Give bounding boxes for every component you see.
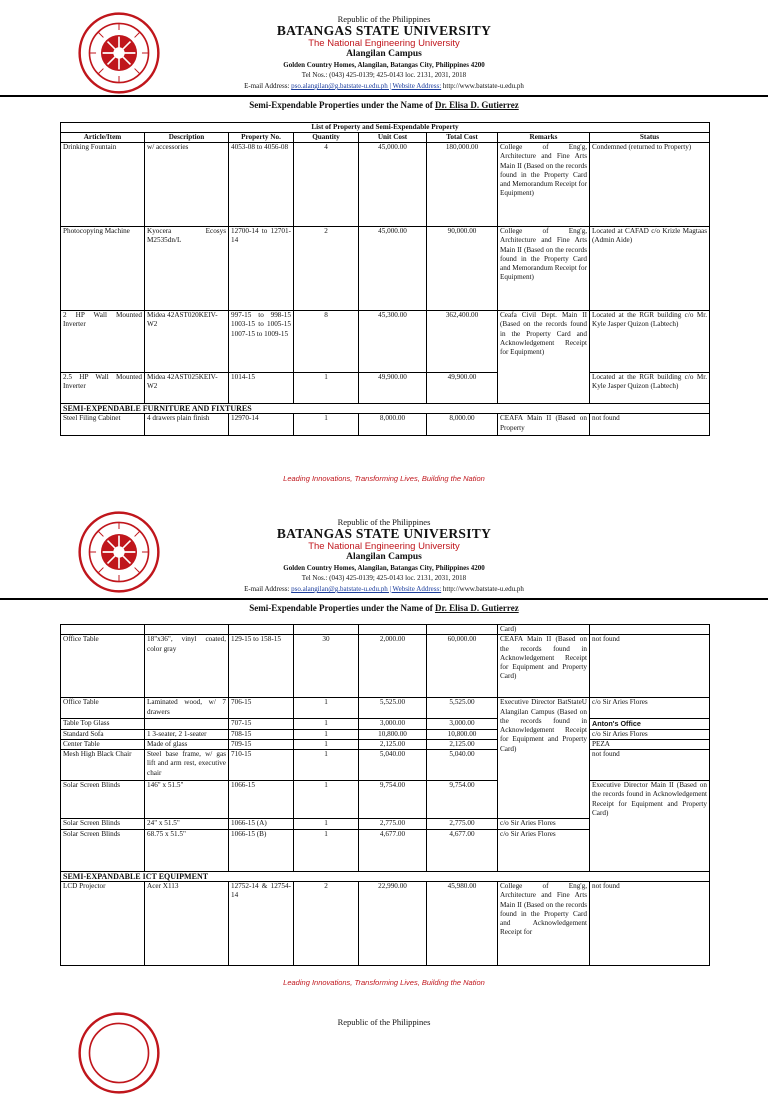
cell-item: LCD Projector bbox=[61, 881, 145, 965]
cell-item: Standard Sofa bbox=[61, 729, 145, 739]
cell-prop: 1066-15 (B) bbox=[229, 829, 294, 871]
cell-remarks: College of Eng'g, Architecture and Fine Arts Main II (Based on the records found in the Property Card and Memorandum Receipt for Equipment) bbox=[498, 227, 590, 311]
cell-unit: 22,990.00 bbox=[359, 881, 427, 965]
cell-prop: 4053-08 to 4056-08 bbox=[229, 143, 294, 227]
cell-qty: 1 bbox=[294, 781, 359, 819]
cell-total: 2,775.00 bbox=[427, 819, 498, 829]
cell-total: 10,800.00 bbox=[427, 729, 498, 739]
section-heading: SEMI-EXPENDABLE FURNITURE AND FIXTURES bbox=[61, 404, 710, 414]
cell-qty: 2 bbox=[294, 881, 359, 965]
cell-total: 2,125.00 bbox=[427, 739, 498, 749]
header-tel: Tel Nos.: (043) 425-0139; 425-0143 loc. 2131, 2031, 2018 bbox=[301, 574, 467, 582]
cell-prop: 709-15 bbox=[229, 739, 294, 749]
table-row bbox=[61, 729, 710, 739]
table-row bbox=[61, 781, 710, 819]
footer-slogan: Leading Innovations, Transforming Lives, Building the Nation bbox=[283, 978, 485, 987]
col-header: Total Cost bbox=[427, 133, 498, 143]
table-row bbox=[61, 311, 710, 373]
cell-unit: 45,300.00 bbox=[359, 311, 427, 373]
col-header: Description bbox=[145, 133, 229, 143]
table-row bbox=[61, 143, 710, 227]
cell-qty: 4 bbox=[294, 143, 359, 227]
subtitle-prefix: Semi-Expendable Properties under the Name of bbox=[249, 603, 435, 613]
table-row bbox=[61, 719, 710, 729]
cell-desc: Made of glass bbox=[145, 739, 229, 749]
cell-status: not found bbox=[590, 414, 710, 436]
cell-qty: 1 bbox=[294, 698, 359, 719]
cell-qty: 1 bbox=[294, 729, 359, 739]
col-header: Property No. bbox=[229, 133, 294, 143]
table-row bbox=[61, 739, 710, 749]
col-header: Remarks bbox=[498, 133, 590, 143]
cell-unit: 49,900.00 bbox=[359, 373, 427, 404]
cell-total: 362,400.00 bbox=[427, 311, 498, 373]
cell-status: c/o Sir Aries Flores bbox=[590, 698, 710, 719]
cell-total: 180,000.00 bbox=[427, 143, 498, 227]
header-republic: Republic of the Philippines bbox=[337, 14, 431, 24]
cell-item: Steel Filing Cabinet bbox=[61, 414, 145, 436]
cell-prop: 1066-15 bbox=[229, 781, 294, 819]
email-label: E-mail Address: bbox=[244, 585, 292, 593]
header-rule bbox=[0, 95, 768, 97]
cell-desc: Kyocera Ecosys M2535dn/L bbox=[145, 227, 229, 311]
cell-desc bbox=[145, 719, 229, 729]
cell-qty: 1 bbox=[294, 739, 359, 749]
header-university: BATANGAS STATE UNIVERSITY bbox=[276, 526, 492, 541]
cell-desc: 68.75 x 51.5" bbox=[145, 829, 229, 871]
cell-remarks: College of Eng'g, Architecture and Fine Arts Main II (Based on the records found in the Property Card and Acknowledgement Receipt for bbox=[498, 881, 590, 965]
cell-unit: 9,754.00 bbox=[359, 781, 427, 819]
cell-item: Photocopying Machine bbox=[61, 227, 145, 311]
cell-status: Located at the RGR building c/o Mr. Kyle Jasper Quizon (Labtech) bbox=[590, 311, 710, 373]
cell-remarks: Executive Director Main II (Based on the records found in Acknowledgement Receipt for Equipment and Property Card) bbox=[590, 781, 710, 871]
cell-qty: 1 bbox=[294, 829, 359, 871]
cell-desc: 4 drawers plain finish bbox=[145, 414, 229, 436]
header-email-line bbox=[0, 585, 768, 593]
page-subtitle bbox=[0, 603, 768, 613]
table-row bbox=[61, 635, 710, 698]
cell-status: not found bbox=[590, 881, 710, 965]
table-row bbox=[61, 750, 710, 781]
cell-unit: 2,125.00 bbox=[359, 739, 427, 749]
cell-unit: 4,677.00 bbox=[359, 829, 427, 871]
cell-item: 2 HP Wall Mounted Inverter bbox=[61, 311, 145, 373]
cell-desc: 1 3-seater, 2 1-seater bbox=[145, 729, 229, 739]
cell-total: 8,000.00 bbox=[427, 414, 498, 436]
cell-item: Center Table bbox=[61, 739, 145, 749]
cell-prop: 129-15 to 158-15 bbox=[229, 635, 294, 698]
cell-prop: 12970-14 bbox=[229, 414, 294, 436]
cell-unit: 45,000.00 bbox=[359, 143, 427, 227]
header-republic: Republic of the Philippines bbox=[337, 517, 431, 527]
cell-qty: 1 bbox=[294, 414, 359, 436]
col-header: Unit Cost bbox=[359, 133, 427, 143]
email-label: E-mail Address: bbox=[244, 82, 292, 90]
cell-total: 4,677.00 bbox=[427, 829, 498, 871]
header-tel: Tel Nos.: (043) 425-0139; 425-0143 loc. 2131, 2031, 2018 bbox=[301, 71, 467, 79]
cell-item: Table Top Glass bbox=[61, 719, 145, 729]
cell-status: Anton's Office bbox=[590, 719, 710, 729]
subtitle-prefix: Semi-Expendable Properties under the Name of bbox=[249, 100, 435, 110]
cell-prop: 707-15 bbox=[229, 719, 294, 729]
table-row bbox=[61, 373, 710, 404]
cell-total: 90,000.00 bbox=[427, 227, 498, 311]
header-republic-partial: Republic of the Philippines bbox=[337, 1017, 431, 1027]
cell-status: c/o Sir Aries Flores bbox=[590, 729, 710, 739]
cell-unit: 5,040.00 bbox=[359, 750, 427, 781]
cell-remarks: Card) bbox=[498, 625, 590, 635]
cell-desc: 146" x 51.5" bbox=[145, 781, 229, 819]
cell-prop: 1066-15 (A) bbox=[229, 819, 294, 829]
cell-unit: 45,000.00 bbox=[359, 227, 427, 311]
cell-remarks: CEAFA Main II (Based on the records found in Acknowledgement Receipt for Equipment and Property Card) bbox=[498, 635, 590, 698]
cell-remarks: Executive Director BatStateU Alangilan Campus (Based on the records found in Acknowledgement Receipt for Equipment and Property Card) bbox=[498, 698, 590, 819]
header-campus: Alangilan Campus bbox=[346, 49, 422, 59]
email-link[interactable]: pso.alangilan@g.batstate-u.edu.ph | Website Address: bbox=[291, 82, 442, 90]
cell-unit: 2,775.00 bbox=[359, 819, 427, 829]
cell-desc: Laminated wood, w/ 7 drawers bbox=[145, 698, 229, 719]
website-text: http://www.batstate-u.edu.ph bbox=[441, 585, 524, 593]
cell-remarks: College of Eng'g, Architecture and Fine Arts Main II (Based on the records found in the Property Card and Memorandum Receipt for Equipment) bbox=[498, 143, 590, 227]
cell-unit: 5,525.00 bbox=[359, 698, 427, 719]
cell-total: 5,040.00 bbox=[427, 750, 498, 781]
cell-item: Office Table bbox=[61, 635, 145, 698]
cell-qty: 1 bbox=[294, 819, 359, 829]
cell-qty: 8 bbox=[294, 311, 359, 373]
cell-total: 5,525.00 bbox=[427, 698, 498, 719]
cell-desc: w/ accessories bbox=[145, 143, 229, 227]
cell-total: 60,000.00 bbox=[427, 635, 498, 698]
header-campus: Alangilan Campus bbox=[346, 552, 422, 562]
cell-desc: Steel base frame, w/ gas lift and arm rest, executive chair bbox=[145, 750, 229, 781]
col-header: Quantity bbox=[294, 133, 359, 143]
page-1 bbox=[0, 0, 768, 500]
cell-item: Solar Screen Blinds bbox=[61, 781, 145, 819]
cell-qty: 1 bbox=[294, 719, 359, 729]
subtitle-name: Dr. Elisa D. Gutierrez bbox=[434, 603, 519, 613]
cell-prop: 1014-15 bbox=[229, 373, 294, 404]
cell-total: 3,000.00 bbox=[427, 719, 498, 729]
email-link[interactable]: pso.alangilan@g.batstate-u.edu.ph | Website Address: bbox=[291, 585, 442, 593]
cell-qty: 30 bbox=[294, 635, 359, 698]
cell-prop: 708-15 bbox=[229, 729, 294, 739]
cell-prop: 710-15 bbox=[229, 750, 294, 781]
cell-desc: 24" x 51.5" bbox=[145, 819, 229, 829]
cell-item: Office Table bbox=[61, 698, 145, 719]
cell-status: Condemned (returned to Property) bbox=[590, 143, 710, 227]
cell-remarks: CEAFA Main II (Based on Property bbox=[498, 414, 590, 436]
cell-item: Solar Screen Blinds bbox=[61, 829, 145, 871]
table-row bbox=[61, 227, 710, 311]
header-tagline: The National Engineering University bbox=[308, 541, 460, 552]
cell-unit: 3,000.00 bbox=[359, 719, 427, 729]
cell-prop: 997-15 to 998-15 1003-15 to 1005-15 1007-15 to 1009-15 bbox=[229, 311, 294, 373]
cell-prop: 12700-14 to 12701-14 bbox=[229, 227, 294, 311]
cell-desc: Midea 42AST025KEIV-W2 bbox=[145, 373, 229, 404]
header-rule bbox=[0, 598, 768, 600]
cell-desc: Acer X113 bbox=[145, 881, 229, 965]
cell-remarks: Ceafa Civil Dept. Main II (Based on the records found in the Property Card and Acknowledgement Receipt for Equipment) bbox=[498, 311, 590, 404]
cell-status: PEZA bbox=[590, 739, 710, 749]
cell-item: Drinking Fountain bbox=[61, 143, 145, 227]
cell-total: 9,754.00 bbox=[427, 781, 498, 819]
cell-status: Located at CAFAD c/o Krizle Magtaas (Admin Aide) bbox=[590, 227, 710, 311]
property-table-1 bbox=[60, 122, 710, 436]
cell-qty: 1 bbox=[294, 750, 359, 781]
page-subtitle bbox=[0, 100, 768, 110]
cell-item: Mesh High Black Chair bbox=[61, 750, 145, 781]
cell-status: not found bbox=[590, 750, 710, 781]
cell-status: c/o Sir Aries Flores bbox=[498, 819, 590, 829]
cell-status: c/o Sir Aries Flores bbox=[498, 829, 590, 871]
section-heading: SEMI-EXPANDABLE ICT EQUIPMENT bbox=[61, 871, 710, 881]
page-2 bbox=[0, 505, 768, 1005]
cell-status: Located at the RGR building c/o Mr. Kyle Jasper Quizon (Labtech) bbox=[590, 373, 710, 404]
header-university: BATANGAS STATE UNIVERSITY bbox=[276, 23, 492, 38]
subtitle-name: Dr. Elisa D. Gutierrez bbox=[434, 100, 519, 110]
header-tagline: The National Engineering University bbox=[308, 38, 460, 49]
cell-qty: 1 bbox=[294, 373, 359, 404]
cell-unit: 10,800.00 bbox=[359, 729, 427, 739]
header-email-line bbox=[0, 82, 768, 90]
property-table-2 bbox=[60, 624, 710, 966]
cell-qty: 2 bbox=[294, 227, 359, 311]
cell-item: Solar Screen Blinds bbox=[61, 819, 145, 829]
table-row bbox=[61, 698, 710, 719]
cell-item: 2.5 HP Wall Mounted Inverter bbox=[61, 373, 145, 404]
cell-prop: 12752-14 & 12754-14 bbox=[229, 881, 294, 965]
col-header: Article/Item bbox=[61, 133, 145, 143]
cell-unit: 8,000.00 bbox=[359, 414, 427, 436]
table-row bbox=[61, 881, 710, 965]
cell-status: not found bbox=[590, 635, 710, 698]
cell-total: 45,980.00 bbox=[427, 881, 498, 965]
cell-prop: 706-15 bbox=[229, 698, 294, 719]
header-address: Golden Country Homes, Alangilan, Batangas City, Philippines 4200 bbox=[283, 61, 485, 69]
header-address: Golden Country Homes, Alangilan, Batangas City, Philippines 4200 bbox=[283, 564, 485, 572]
col-header: Status bbox=[590, 133, 710, 143]
cell-total: 49,900.00 bbox=[427, 373, 498, 404]
cell-unit: 2,000.00 bbox=[359, 635, 427, 698]
cell-desc: Midea 42AST020KEIV-W2 bbox=[145, 311, 229, 373]
table-row bbox=[61, 414, 710, 436]
cell-desc: 18"x36", vinyl coated, color gray bbox=[145, 635, 229, 698]
footer-slogan: Leading Innovations, Transforming Lives, Building the Nation bbox=[283, 474, 485, 483]
website-text: http://www.batstate-u.edu.ph bbox=[441, 82, 524, 90]
table-title: List of Property and Semi-Expendable Property bbox=[61, 123, 710, 133]
